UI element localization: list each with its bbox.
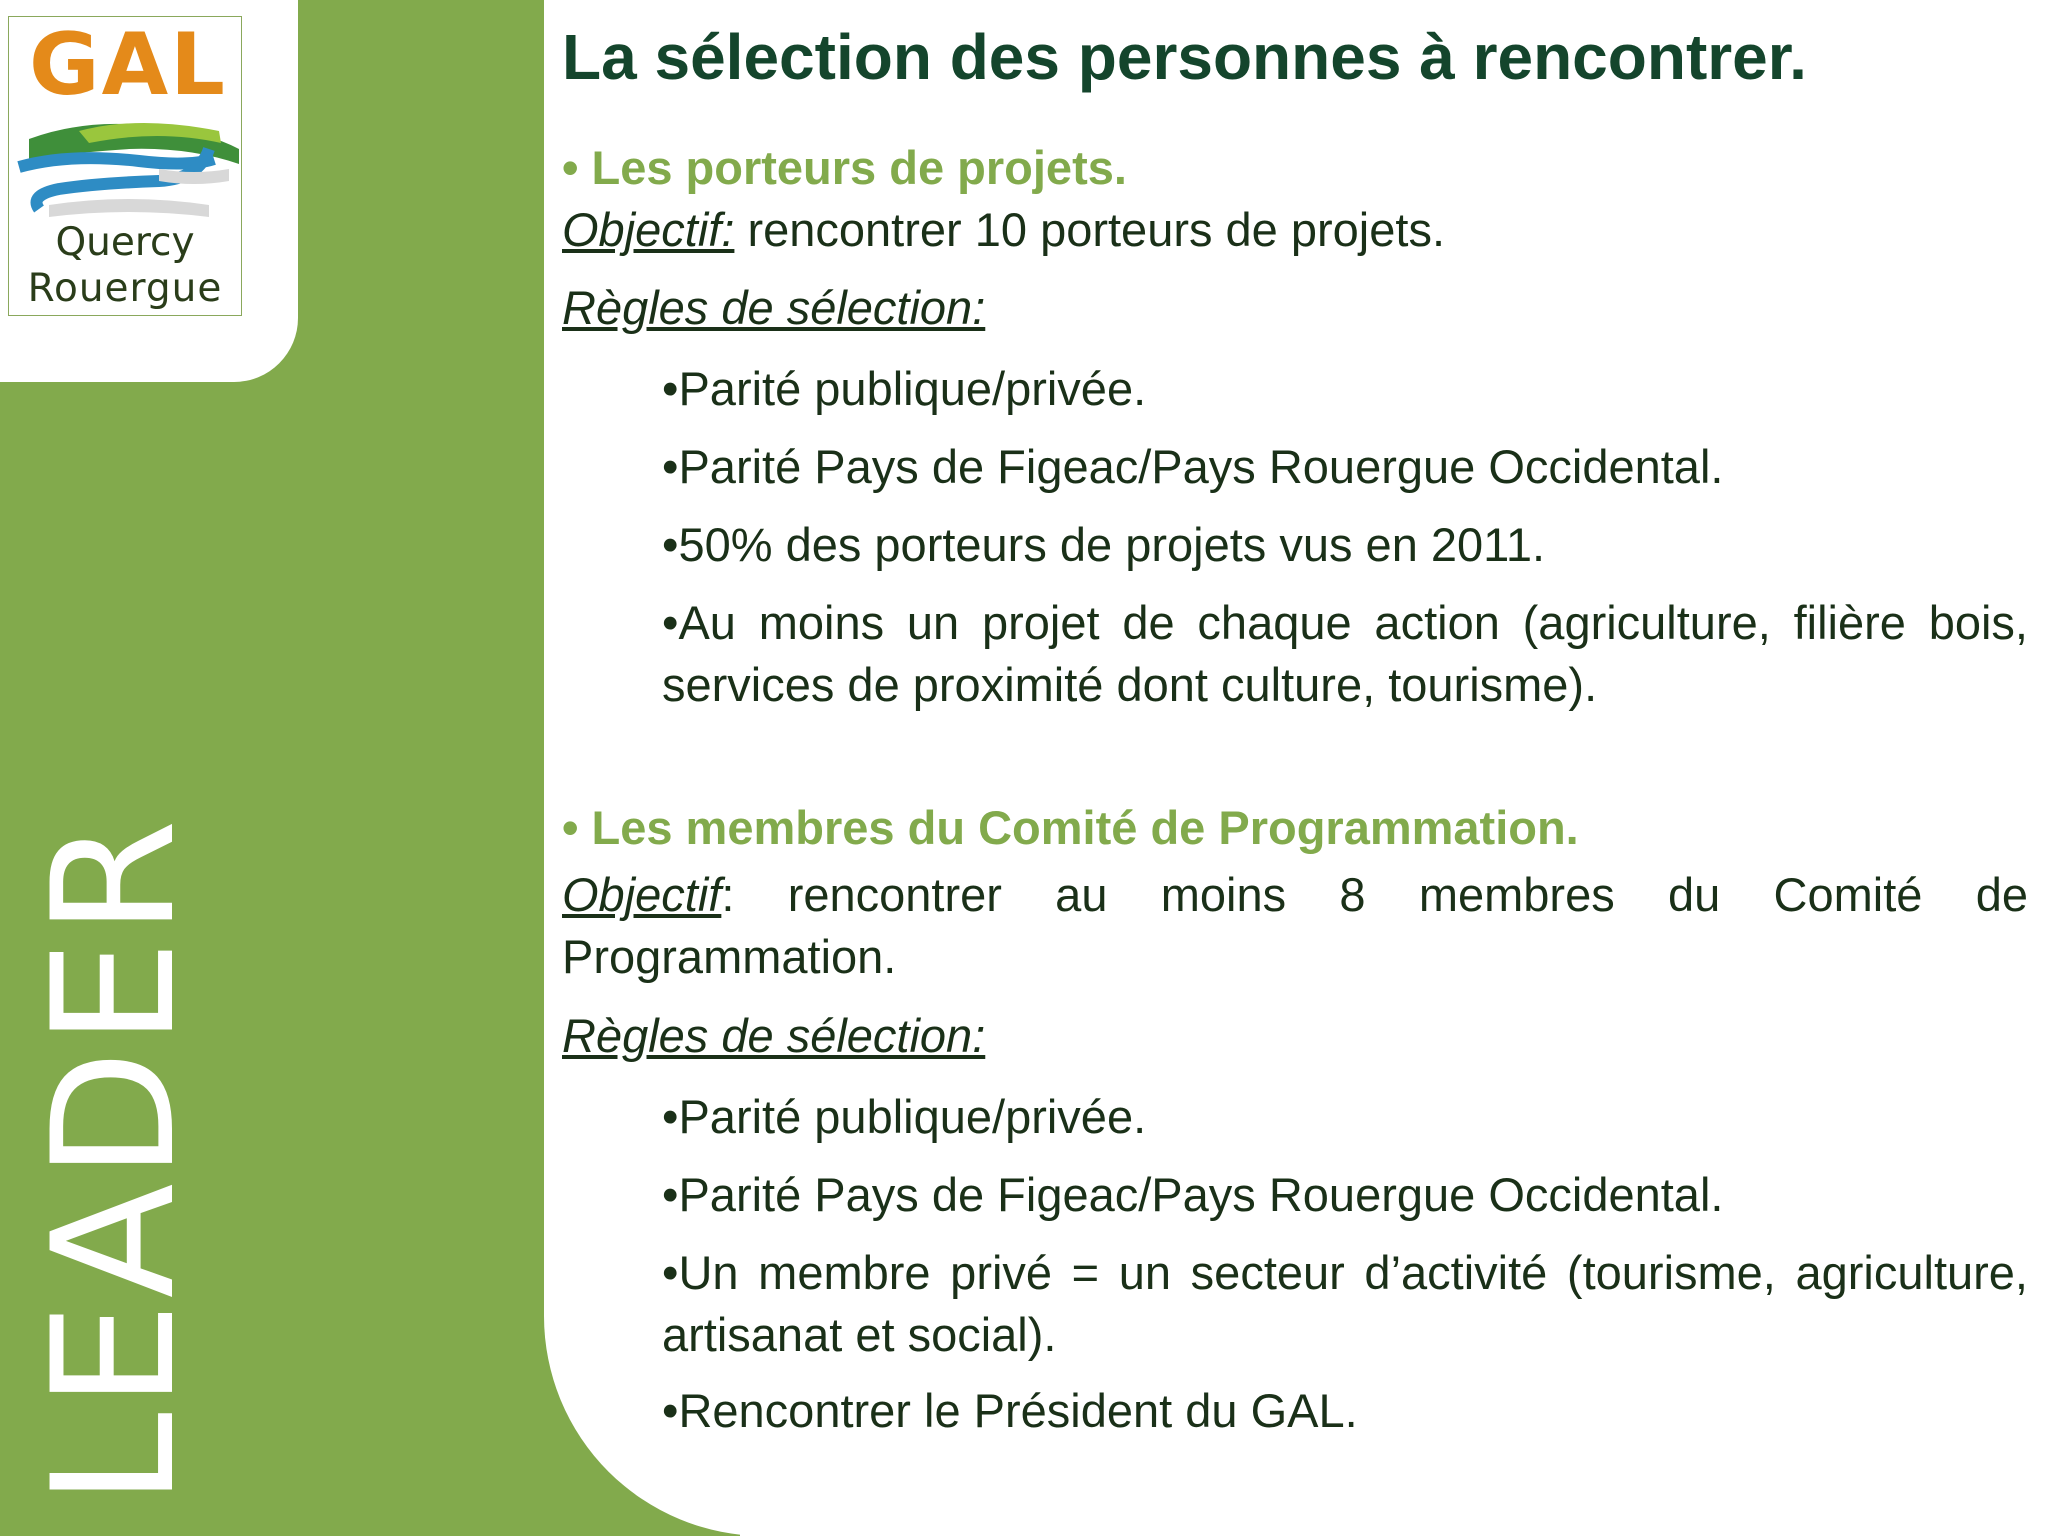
section2-rule: •Parité publique/privée. xyxy=(662,1090,1147,1143)
section2-heading: • Les membres du Comité de Programmation. xyxy=(562,801,1579,854)
section2-rule: •Un membre privé = un secteur d’activité (tourisme, agriculture, artisanat et social). xyxy=(662,1246,2028,1361)
section1-rule: •Au moins un projet de chaque action (agriculture, filière bois, services de proximité dont culture, tourisme). xyxy=(662,596,2028,711)
section1-rules-label: Règles de sélection: xyxy=(562,281,986,334)
leader-label: LEADER xyxy=(16,815,212,1506)
section1-objective-text: rencontrer 10 porteurs de projets. xyxy=(734,203,1446,256)
section2-objective-label: Objectif xyxy=(562,868,722,921)
section2-objective xyxy=(562,864,2028,988)
section1-objective-label: Objectif: xyxy=(562,203,735,256)
river-landscape-icon xyxy=(9,109,241,219)
logo-gal-text: GAL xyxy=(29,15,227,115)
slide-content xyxy=(562,0,2028,1536)
section1-rule: •Parité Pays de Figeac/Pays Rouergue Occidental. xyxy=(662,440,1724,493)
section2-objective-text: : rencontrer au moins 8 membres du Comité de Programmation. xyxy=(562,868,2028,983)
section1-heading: • Les porteurs de projets. xyxy=(562,141,1127,194)
logo-quercy-text: Quercy xyxy=(55,220,195,265)
section2-rules-label: Règles de sélection: xyxy=(562,1009,986,1062)
section1-rule: •50% des porteurs de projets vus en 2011. xyxy=(662,518,1546,571)
section2-rule: •Parité Pays de Figeac/Pays Rouergue Occidental. xyxy=(662,1168,1724,1221)
section1-rule: •Parité publique/privée. xyxy=(662,362,1147,415)
section2-rule: •Rencontrer le Président du GAL. xyxy=(662,1384,1358,1437)
gal-logo xyxy=(8,16,242,316)
section1-objective xyxy=(562,202,1445,258)
slide-title: La sélection des personnes à rencontrer. xyxy=(562,21,1807,93)
logo-area xyxy=(0,0,298,382)
logo-rouergue-text: Rouergue xyxy=(27,266,223,311)
